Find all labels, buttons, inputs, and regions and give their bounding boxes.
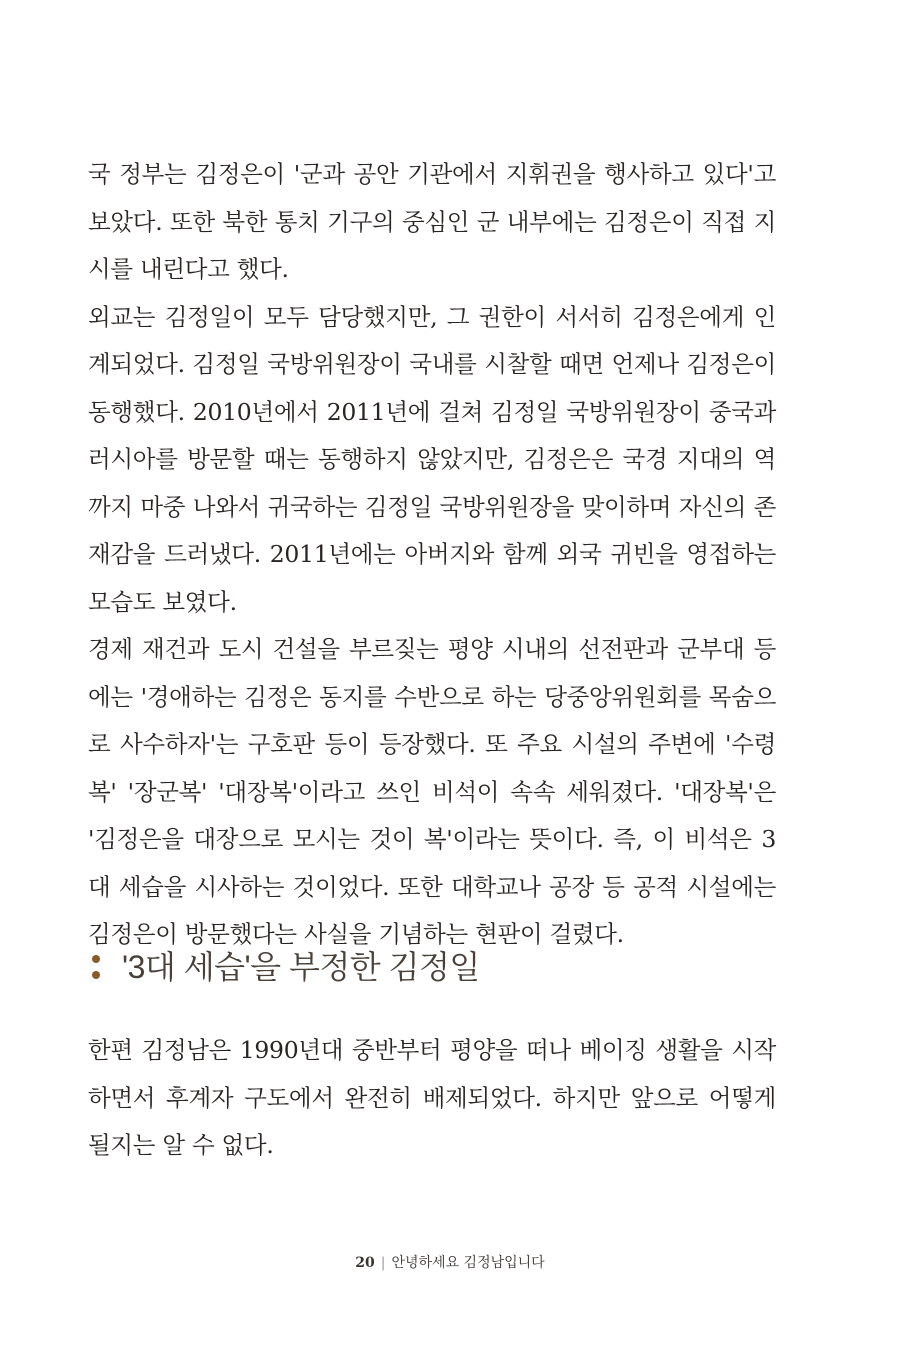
page-footer xyxy=(0,1252,900,1272)
footer-divider: | xyxy=(380,1255,386,1271)
paragraph: 국 정부는 김정은이 '군과 공안 기관에서 지휘권을 행사하고 있다'고 보았다. 또한 북한 통치 기구의 중심인 군 내부에는 김정은이 직접 지시를 내린다고 했다. xyxy=(88,160,776,283)
section-heading xyxy=(90,935,790,995)
colon-bullet-icon xyxy=(90,945,102,985)
section-body-text xyxy=(88,1027,776,1170)
book-title: 안녕하세요 김정남입니다 xyxy=(391,1255,545,1271)
paragraph: 경제 재건과 도시 건설을 부르짖는 평양 시내의 선전판과 군부대 등에는 '경애하는 김정은 동지를 수반으로 하는 당중앙위원회를 목숨으로 사수하자'는 구호판 등이 등장했다. 또 주요 시설의 주변에 '수령복' '장군복' '대장복'이라고 쓰인 비석이 속속 세워졌다. '대장복'은 '김정은을 대장으로 모시는 것이 복'이라는 뜻이다. 즉, 이 비석은 3대 세습을 시사하는 것이었다. 또한 대학교나 공장 등 공적 시설에는 김정은이 방문했다는 사실을 기념하는 현판이 걸렸다. xyxy=(88,635,776,948)
body-text xyxy=(88,151,776,959)
page-number: 20 xyxy=(355,1255,375,1271)
paragraph: 한편 김정남은 1990년대 중반부터 평양을 떠나 베이징 생활을 시작하면서 후계자 구도에서 완전히 배제되었다. 하지만 앞으로 어떻게 될지는 알 수 없다. xyxy=(88,1036,776,1159)
section-heading-text: '3대 세습'을 부정한 김정일 xyxy=(122,949,480,985)
paragraph: 외교는 김정일이 모두 담당했지만, 그 권한이 서서히 김정은에게 인계되었다. 김정일 국방위원장이 국내를 시찰할 때면 언제나 김정은이 동행했다. 2010년에서 2011년에 걸쳐 김정일 국방위원장이 중국과 러시아를 방문할 때는 동행하지 않았지만, 김정은은 국경 지대의 역까지 마중 나와서 귀국하는 김정일 국방위원장을 맞이하며 자신의 존재감을 드러냈다. 2011년에는 아버지와 함께 외국 귀빈을 영접하는 모습도 보였다. xyxy=(88,302,776,616)
